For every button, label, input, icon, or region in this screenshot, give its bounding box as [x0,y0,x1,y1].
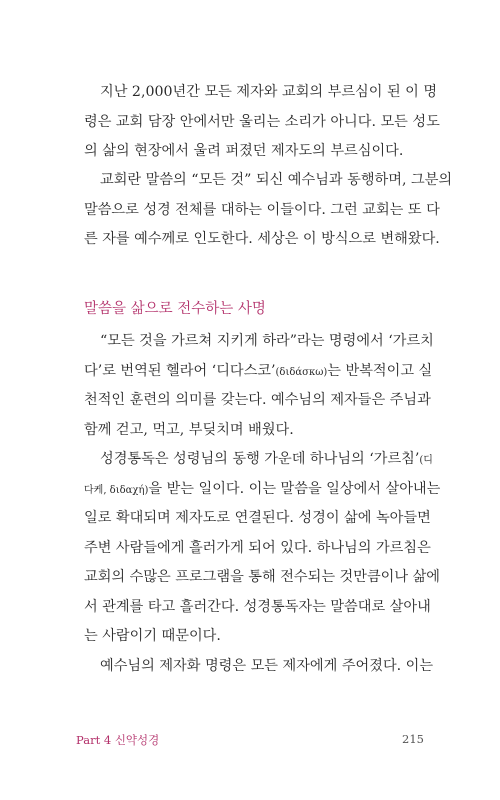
paragraph-line: 예수님의 제자화 명령은 모든 제자에게 주어졌다. 이는 [100,658,434,674]
paragraph-line: 함께 걷고, 먹고, 부딪치며 배웠다. [84,421,294,438]
paragraph-line: 교회란 말씀의 “모든 것” 되신 예수님과 동행하며, 그분의 [100,172,453,188]
paragraph-3 [84,327,434,445]
text-run: 는 반복적이고 실 [327,362,433,379]
greek-word: 다케, διδαχή) [84,484,149,496]
paragraph-line [84,357,433,387]
paragraph-1 [84,78,440,167]
paragraph-line: 른 자를 예수께로 인도한다. 세상은 이 방식으로 변해왔다. [84,231,440,247]
paragraph-line: “모든 것을 가르쳐 지키게 하라”라는 명령에서 ‘가르치 [100,333,434,349]
paragraph-4 [84,445,441,652]
paragraph-line: 지난 2,000년간 모든 제자와 교회의 부르심이 된 이 명 [100,84,438,100]
paragraph-line: 일로 확대되며 제자도로 연결된다. 성경이 삶에 녹아들면 [84,510,431,526]
paragraph-line: 교회의 수많은 프로그램을 통해 전수되는 것만큼이나 삶에 [84,569,440,585]
paragraph-line: 서 관계를 타고 흘러간다. 성경통독자는 말씀대로 살아내 [84,598,431,615]
paragraph-line [84,475,441,505]
paragraph-line: 주변 사람들에게 흘러가게 되어 있다. 하나님의 가르침은 [84,539,431,556]
paragraph-line: 말씀으로 성경 전체를 대하는 이들이다. 그런 교회는 또 다 [84,201,440,218]
paragraph-5 [84,652,434,682]
text-run: 성경통독은 성령님의 동행 가운데 하나님의 ‘가르침’ [100,451,420,467]
page-number: 215 [402,732,424,746]
paragraph-2 [84,166,453,255]
text-run: 을 받는 일이다. 이는 말씀을 일상에서 살아내는 [148,480,441,497]
paragraph-line: 는 사람이기 때문이다. [84,628,221,644]
text-run: 다’로 번역된 헬라어 ‘디다스코’ [84,362,276,379]
greek-word: (디 [419,455,433,466]
section-heading: 말씀을 삶으로 전수하는 사명 [84,301,266,317]
paragraph-line: 의 삶의 현장에서 울려 퍼졌던 제자도의 부르심이다. [84,143,404,159]
paragraph-line [84,445,433,475]
running-footer-section: Part 4 신약성경 [76,733,160,747]
greek-word: (διδάσκω) [275,366,328,378]
paragraph-line: 령은 교회 담장 안에서만 울리는 소리가 아니다. 모든 성도 [84,113,440,130]
paragraph-line: 천적인 훈련의 의미를 갖는다. 예수님의 제자들은 주님과 [84,392,431,408]
